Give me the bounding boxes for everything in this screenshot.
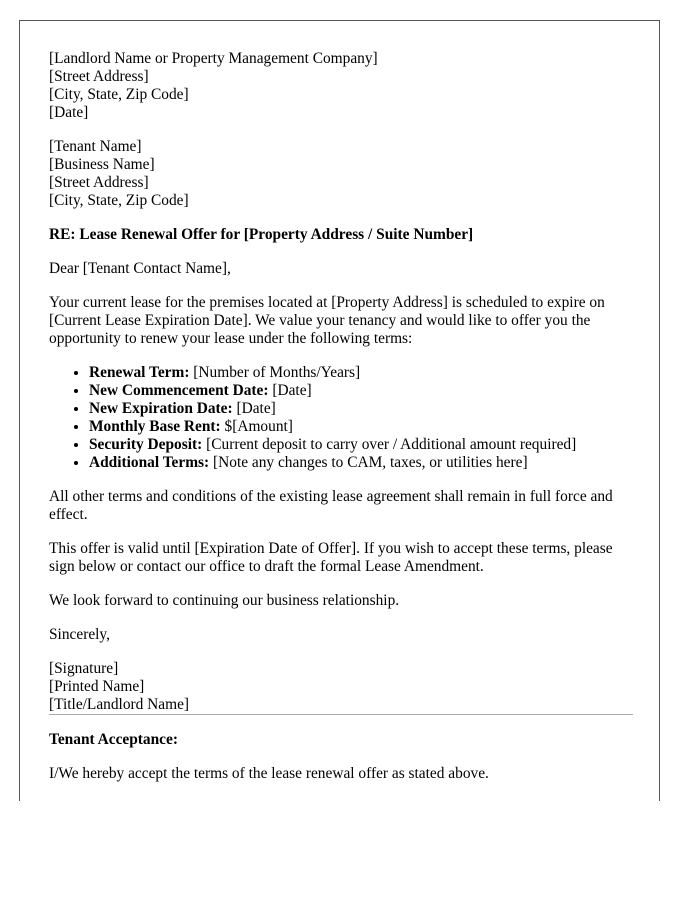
salutation: Dear [Tenant Contact Name], xyxy=(49,260,231,277)
term-label: Additional Terms: xyxy=(89,454,210,471)
term-label: New Commencement Date: xyxy=(89,382,269,399)
list-item xyxy=(89,400,639,418)
recipient-tenant-name: [Tenant Name] xyxy=(49,138,142,155)
terms-list xyxy=(49,364,639,472)
list-item xyxy=(89,454,639,472)
recipient-city: [City, State, Zip Code] xyxy=(49,192,189,209)
signature-line: [Signature] xyxy=(49,660,119,677)
subject-text: RE: Lease Renewal Offer for [Property Address / Suite Number] xyxy=(49,226,474,243)
letter-content xyxy=(49,50,639,783)
acceptance-heading-text: Tenant Acceptance: xyxy=(49,731,178,748)
term-label: Security Deposit: xyxy=(89,436,203,453)
remain-paragraph: All other terms and conditions of the existing lease agreement shall remain in full force and effect. xyxy=(49,488,613,523)
recipient-business-name: [Business Name] xyxy=(49,156,155,173)
recipient-block xyxy=(49,138,639,210)
letter-date: [Date] xyxy=(49,104,89,121)
closing: Sincerely, xyxy=(49,626,110,643)
term-label: Monthly Base Rent: xyxy=(89,418,221,435)
term-value: [Date] xyxy=(268,382,312,399)
list-item xyxy=(89,436,639,454)
subject-line xyxy=(49,226,639,244)
term-label: New Expiration Date: xyxy=(89,400,233,417)
forward-paragraph: We look forward to continuing our business relationship. xyxy=(49,592,400,609)
list-item xyxy=(89,364,639,382)
sender-street: [Street Address] xyxy=(49,68,149,85)
term-label: Renewal Term: xyxy=(89,364,190,381)
acceptance-heading xyxy=(49,731,639,749)
acceptance-statement: I/We hereby accept the terms of the lease renewal offer as stated above. xyxy=(49,765,489,782)
term-value: [Current deposit to carry over / Additional amount required] xyxy=(202,436,577,453)
intro-paragraph: Your current lease for the premises located at [Property Address] is scheduled to expire on [Current Lease Expiration Date]. We value your tenancy and would like to offer you the opportunity to renew your lease under the following terms: xyxy=(49,294,605,347)
letter-page xyxy=(19,20,660,801)
term-value: [Note any changes to CAM, taxes, or utilities here] xyxy=(209,454,528,471)
list-item xyxy=(89,418,639,436)
section-divider xyxy=(49,714,633,715)
sender-name: [Landlord Name or Property Management Company] xyxy=(49,50,378,67)
signature-block xyxy=(49,660,639,714)
list-item xyxy=(89,382,639,400)
sender-city: [City, State, Zip Code] xyxy=(49,86,189,103)
recipient-street: [Street Address] xyxy=(49,174,149,191)
term-value: [Date] xyxy=(232,400,276,417)
sender-block xyxy=(49,50,639,122)
offer-paragraph: This offer is valid until [Expiration Date of Offer]. If you wish to accept these terms, please sign below or contact our office to draft the formal Lease Amendment. xyxy=(49,540,613,575)
term-value: $[Amount] xyxy=(220,418,293,435)
title-line: [Title/Landlord Name] xyxy=(49,696,190,713)
term-value: [Number of Months/Years] xyxy=(189,364,361,381)
printed-name-line: [Printed Name] xyxy=(49,678,145,695)
